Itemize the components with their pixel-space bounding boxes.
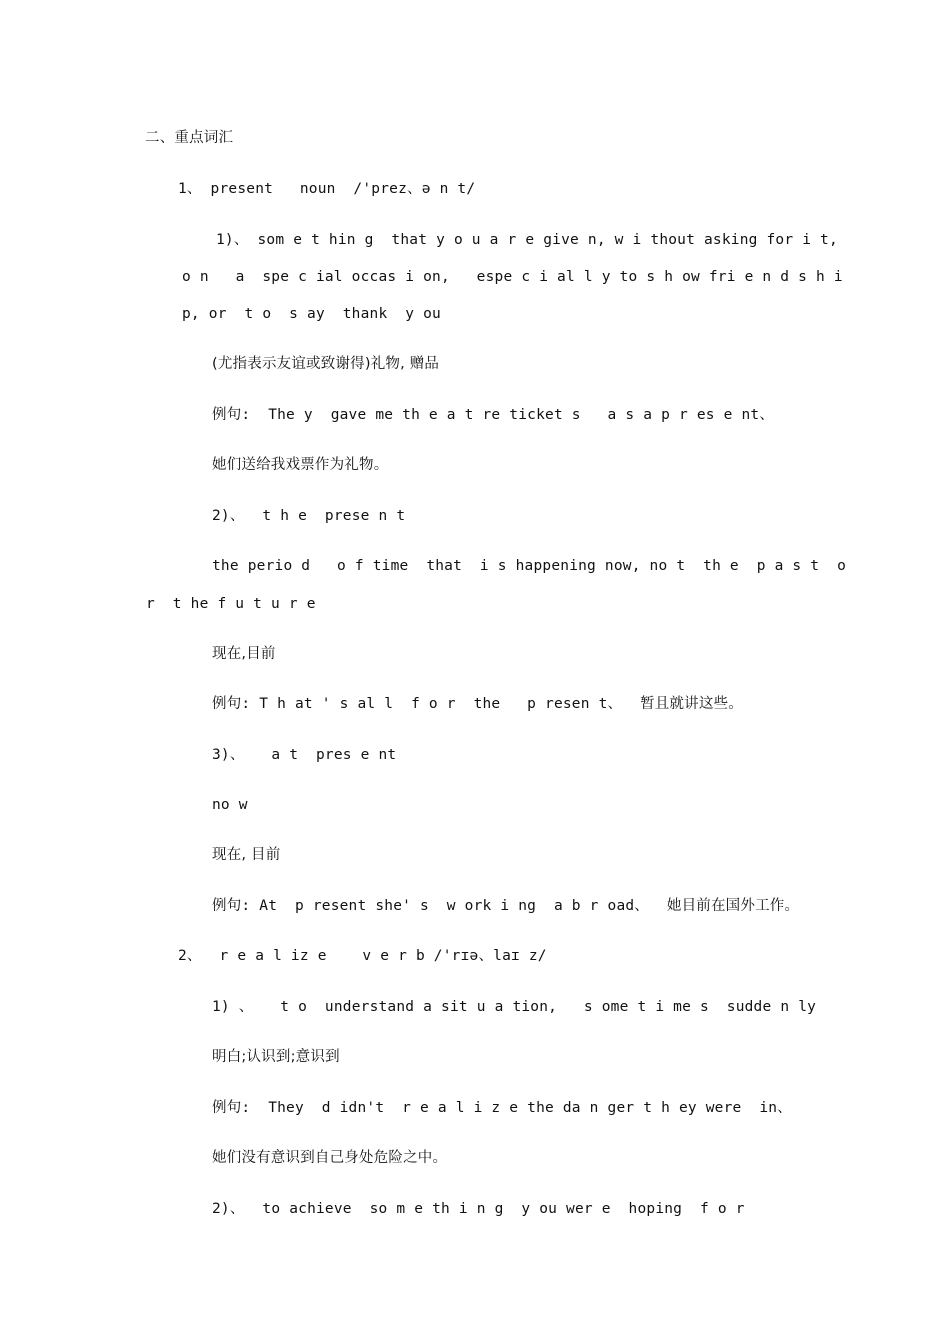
example-translation: 她们没有意识到自己身处危险之中。 — [212, 1150, 448, 1166]
chinese-translation: 现在, 目前 — [212, 847, 281, 863]
definition-line: 2)、 to achieve so m e th i n g y ou wer e hoping f o r — [212, 1201, 745, 1217]
sense-label: 2)、 t h e prese n t — [212, 508, 406, 524]
definition-line: o n a spe c ial occas i on, espe c i al l y to s h ow fri e n d s h i — [182, 269, 843, 285]
example-sentence: 例句: At p resent she' s w ork i ng a b r oad、 她目前在国外工作。 — [212, 898, 800, 914]
entry-heading-realize: 2、 r e a l iz e v e r b /'rɪə、laɪ z/ — [178, 948, 547, 964]
chinese-translation: (尤指表示友谊或致谢得)礼物, 赠品 — [212, 356, 440, 372]
definition-line: the perio d o f time that i s happening now, no t th e p a s t o — [212, 558, 847, 574]
sense-label: 3)、 a t pres e nt — [212, 747, 397, 763]
definition-line: r t he f u t u r e — [146, 596, 316, 612]
example-translation: 她们送给我戏票作为礼物。 — [212, 457, 389, 473]
example-sentence: 例句: They d idn't r e a l i z e the da n ger t h ey were in、 — [212, 1100, 792, 1116]
entry-heading-present: 1、 present noun /'prez、ə n t/ — [178, 181, 476, 197]
chinese-translation: 明白;认识到;意识到 — [212, 1049, 340, 1065]
example-sentence: 例句: T h at ' s al l f o r the p resen t、 暂且就讲这些。 — [212, 696, 743, 712]
definition-line: no w — [212, 797, 248, 813]
section-title: 二、重点词汇 — [145, 130, 234, 146]
definition-line: 1) 、 t o understand a sit u a tion, s ome t i me s sudde n ly — [212, 999, 817, 1015]
definition-line: p, or t o s ay thank y ou — [182, 306, 441, 322]
example-sentence: 例句: The y gave me th e a t re ticket s a s a p r es e nt、 — [212, 407, 775, 423]
chinese-translation: 现在,目前 — [212, 646, 276, 662]
definition-line: 1)、 som e t hin g that y o u a r e give n, w i thout asking for i t, — [216, 232, 838, 248]
